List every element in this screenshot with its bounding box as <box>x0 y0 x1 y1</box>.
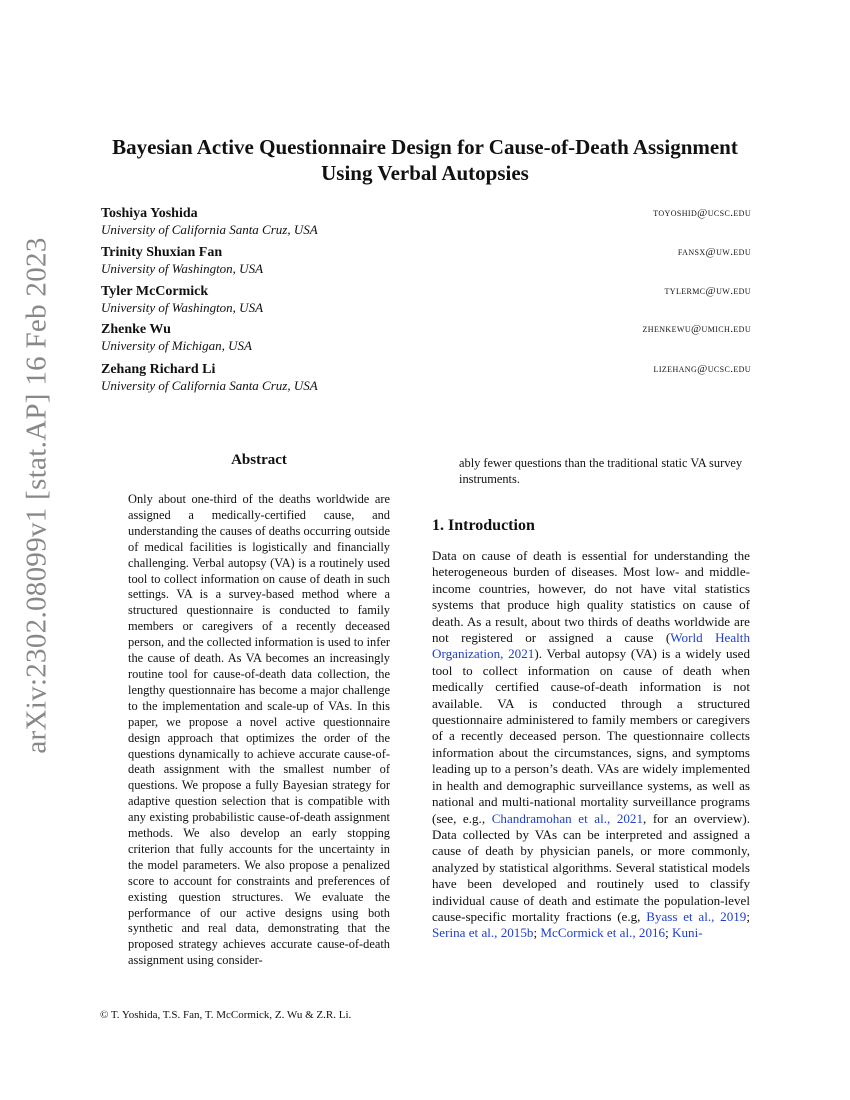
author-name: Tyler McCormick <box>101 284 209 299</box>
author-block <box>101 284 751 316</box>
author-block <box>101 362 751 394</box>
author-email: tylermc@uw.edu <box>664 285 751 297</box>
introduction-paragraph <box>432 548 750 942</box>
paper-title: Bayesian Active Questionnaire Design for Cause-of-Death Assignment Using Verbal Autopsies <box>112 135 738 185</box>
citation-link[interactable]: Serina et al., 2015b <box>432 925 534 941</box>
author-email: fansx@uw.edu <box>677 246 751 258</box>
citation-link[interactable]: World Health Organization, 2021 <box>432 630 750 662</box>
arxiv-identifier <box>12 236 62 754</box>
copyright-footer: © T. Yoshida, T.S. Fan, T. McCormick, Z. Wu & Z.R. Li. <box>100 1009 352 1021</box>
author-name: Toshiya Yoshida <box>101 206 198 221</box>
intro-text: ; <box>746 908 750 924</box>
author-name: Zehang Richard Li <box>101 362 216 377</box>
author-block <box>101 322 751 354</box>
author-affiliation: University of California Santa Cruz, USA <box>101 378 318 393</box>
author-block <box>101 245 751 277</box>
author-affiliation: University of Michigan, USA <box>101 338 252 353</box>
author-affiliation: University of Washington, USA <box>101 261 264 276</box>
author-name: Zhenke Wu <box>101 322 171 337</box>
citation-link[interactable]: McCormick et al., 2016 <box>540 925 666 941</box>
intro-text: , for an overview). Data collected by VAs can be interpreted and assigned a cause of death by physician panels, or more commonly, analyzed by statistical algorithms. Several statistical models have been developed and routinely used to classify individual cause of death and estimate the population-level cause-specific mortality fractions (e.g, <box>432 810 750 924</box>
citation-link[interactable]: Byass et al., 2019 <box>646 908 747 924</box>
author-affiliation: University of Washington, USA <box>101 300 264 315</box>
arxiv-id-text: arXiv:2302.08099v1 [stat.AP] 16 Feb 2023 <box>20 236 53 754</box>
citation-link[interactable]: Chandramohan et al., 2021 <box>491 810 644 826</box>
author-email: toyoshid@ucsc.edu <box>653 207 751 219</box>
intro-text: ). Verbal autopsy (VA) is a widely used tool to collect information on cause of death when medically certified cause-of-death information is not available. VA is conducted through a structured questionnaire administered to family members or caregivers of a recently deceased person. The questionnaire collects information about the circumstances, signs, and symptoms leading up to a person’s death. VAs are widely implemented in health and demographic surveillance systems, as well as national and multi-national mortality surveillance programs (see, e.g., <box>432 646 750 826</box>
author-email: lizehang@ucsc.edu <box>653 363 751 375</box>
author-name: Trinity Shuxian Fan <box>101 245 223 260</box>
intro-text: ; <box>533 925 541 941</box>
author-email: zhenkewu@umich.edu <box>642 323 751 335</box>
abstract-heading: Abstract <box>231 452 287 468</box>
section-heading: 1. Introduction <box>432 517 535 534</box>
intro-text: ; <box>665 925 673 941</box>
abstract-continuation: ably fewer questions than the traditional static VA survey instruments. <box>459 456 743 486</box>
abstract-text: Only about one-third of the deaths worldwide are assigned a medically-certified cause, and understanding the causes of deaths occurring outside of medical facilities is logistically and financially challenging. Verbal autopsy (VA) is a routinely used tool to collect information on cause of death in such settings. VA is a survey-based method where a structured questionnaire is conducted to family members or caregivers of a recently deceased person, and the collected information is used to infer the cause of death. As VA becomes an increasingly routine tool for cause-of-death data collection, the lengthy questionnaire has become a major challenge to the implementation and scale-up of VAs. In this paper, we propose a novel active questionnaire design approach that optimizes the order of the questions dynamically to achieve accurate cause-of-death assignment with the smallest number of questions. We propose a fully Bayesian strategy for adaptive question selection that is compatible with any existing probabilistic cause-of-death assignment methods. We also develop an early stopping criterion that fully accounts for the uncertainty in the model parameters. We also propose a penalized score to account for constraints and preferences of existing question structures. We evaluate the performance of our active designs using both synthetic and real data, demonstrating that the proposed strategy achieves accurate cause-of-death assignment using consider- <box>128 492 390 968</box>
citation-link[interactable]: Kuni- <box>672 925 703 941</box>
author-block <box>101 206 751 238</box>
intro-text: Data on cause of death is essential for understanding the heterogeneous burden of diseases. Most low- and middle-income countries, however, do not have vital statistics systems that produce high quality statistics on cause of death. As a result, about two thirds of deaths worldwide are not registered or assigned a cause ( <box>432 548 750 646</box>
author-affiliation: University of California Santa Cruz, USA <box>101 222 318 237</box>
